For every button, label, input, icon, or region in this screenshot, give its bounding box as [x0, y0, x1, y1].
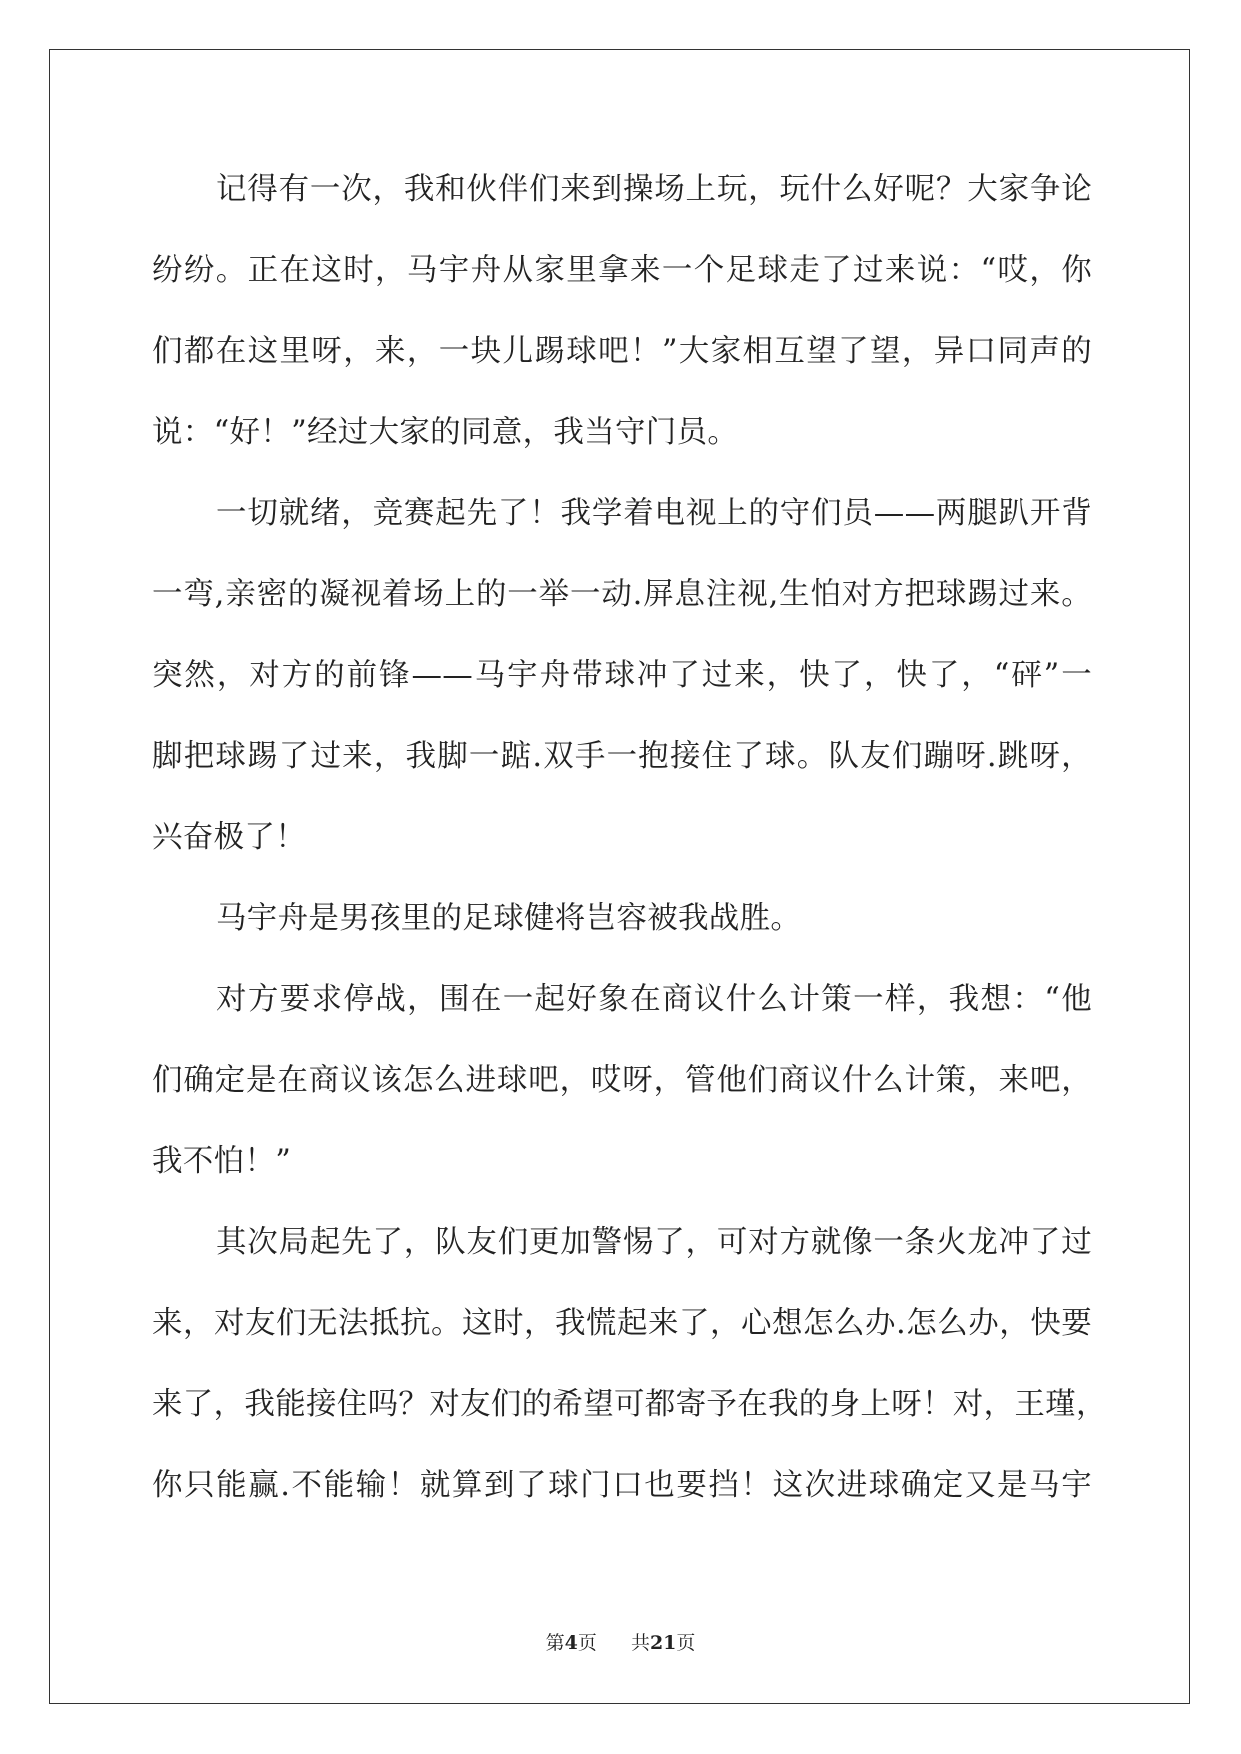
text-line: 说：“好！”经过大家的同意，我当守门员。 [152, 415, 739, 450]
page-label-prefix: 第 [545, 1632, 565, 1654]
text-line: 马宇舟是男孩里的足球健将岂容被我战胜。 [216, 901, 802, 936]
text-line: 一弯,亲密的凝视着场上的一举一动.屏息注视,生怕对方把球踢过来。 [152, 577, 1092, 612]
text-line: 来，对友们无法抵抗。这时，我慌起来了，心想怎么办.怎么办，快要 [152, 1306, 1092, 1341]
text-line: 兴奋极了！ [152, 820, 306, 855]
page-number: 4 [564, 1632, 578, 1654]
text-line: 们都在这里呀，来，一块儿踢球吧！”大家相互望了望，异口同声的 [152, 334, 1092, 369]
page-footer [0, 1628, 1241, 1655]
text-line: 纷纷。正在这时，马宇舟从家里拿来一个足球走了过来说：“哎，你 [152, 253, 1092, 288]
total-label-suffix: 页 [676, 1632, 696, 1654]
text-line: 对方要求停战，围在一起好象在商议什么计策一样，我想：“他 [216, 982, 1092, 1017]
text-line: 突然，对方的前锋——马宇舟带球冲了过来，快了，快了，“砰”一 [152, 658, 1092, 693]
text-line: 来了，我能接住吗？对友们的希望可都寄予在我的身上呀！对，王瑾， [152, 1387, 1107, 1422]
text-line: 一切就绪，竞赛起先了！我学着电视上的守们员——两腿趴开背 [216, 496, 1092, 531]
total-pages: 21 [649, 1632, 677, 1654]
text-line: 我不怕！” [152, 1144, 292, 1179]
text-line: 其次局起先了，队友们更加警惕了，可对方就像一条火龙冲了过 [216, 1225, 1092, 1260]
text-line: 记得有一次，我和伙伴们来到操场上玩，玩什么好呢？大家争论 [216, 172, 1092, 207]
text-line: 脚把球踢了过来，我脚一踮.双手一抱接住了球。队友们蹦呀.跳呀， [152, 739, 1092, 774]
total-label-prefix: 共 [630, 1632, 650, 1654]
text-line: 你只能赢.不能输！就算到了球门口也要挡！这次进球确定又是马宇 [152, 1468, 1092, 1503]
text-line: 们确定是在商议该怎么进球吧，哎呀，管他们商议什么计策，来吧， [152, 1063, 1092, 1098]
page-border [49, 49, 1190, 1704]
page-label-suffix: 页 [577, 1632, 597, 1654]
